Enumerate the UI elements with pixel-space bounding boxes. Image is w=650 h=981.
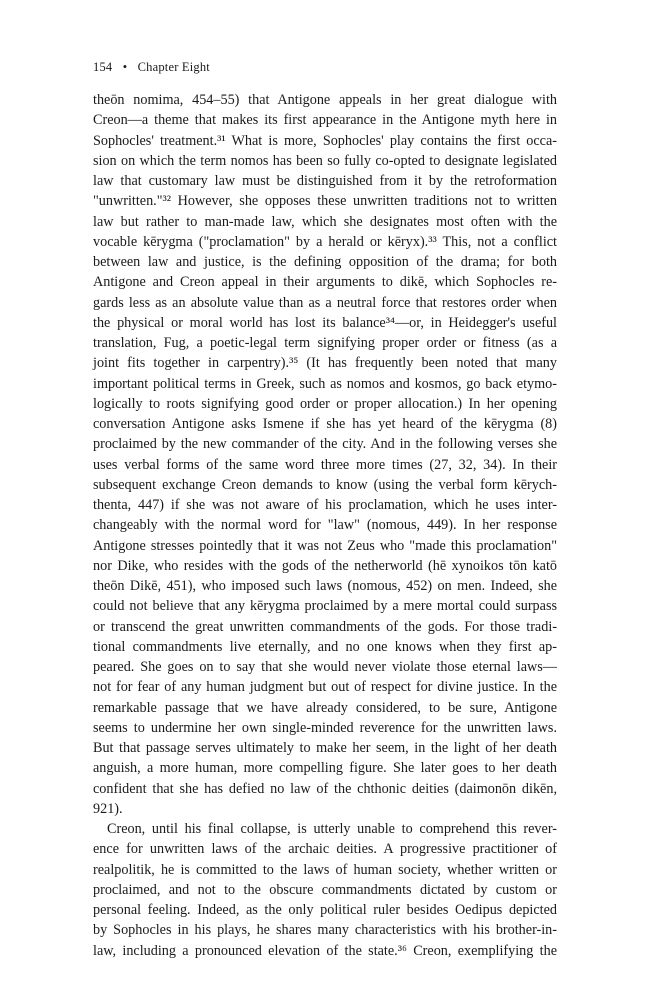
text-line: ence for unwritten laws of the archaic deities. A progressive practitioner of	[93, 841, 557, 858]
text-line: "unwritten."³² However, she opposes these unwritten traditions not to written	[93, 193, 557, 210]
text-line: law, including a pronounced elevation of the state.³⁶ Creon, exemplifying the	[93, 942, 557, 959]
text-line: by Sophocles in his plays, he shares many characteristics with his brother-in-	[93, 922, 557, 939]
text-line: theōn nomima, 454–55) that Antigone appeals in her great dialogue with	[93, 92, 557, 108]
page-number: 154	[93, 60, 113, 74]
text-line: anguish, a more human, more compelling figure. She later goes to her death	[93, 760, 557, 777]
body-text	[93, 90, 557, 961]
text-line: thenta, 447) if she was not aware of his proclamation, which he uses inter-	[93, 497, 557, 513]
text-line: Antigone stresses pointedly that it was not Zeus who "made this proclamation"	[93, 537, 557, 554]
text-line: gards less as an absolute value than as a neutral force that restores order when	[93, 294, 557, 311]
text-line: remarkable passage that we have already considered, to be sure, Antigone	[93, 699, 557, 716]
text-line: nor Dike, who resides with the gods of the netherworld (hē xynoikos tōn katō	[93, 557, 557, 574]
text-line: the physical or moral world has lost its balance³⁴—or, in Heidegger's useful	[93, 314, 557, 331]
text-line: uses verbal forms of the same word three more times (27, 32, 34). In their	[93, 456, 557, 473]
text-line: proclaimed, and not to the obscure commandments dictated by custom or	[93, 881, 557, 898]
text-line: not for fear of any human judgment but out of respect for divine justice. In the	[93, 679, 557, 696]
text-line: Creon, until his final collapse, is utterly unable to comprehend this rever-	[107, 821, 557, 837]
text-line: translation, Fug, a poetic-legal term signifying proper order or fitness (as a	[93, 335, 557, 351]
text-line: joint fits together in carpentry).³⁵ (It has frequently been noted that many	[93, 355, 557, 372]
text-line: law that customary law must be distinguished from it by the retroformation	[93, 173, 557, 189]
text-line: proclaimed by the new commander of the city. And in the following verses she	[93, 436, 557, 453]
text-line: important political terms in Greek, such as nomos and kosmos, go back etymo-	[93, 375, 557, 392]
text-line: tional commandments live eternally, and no one knows when they first ap-	[93, 638, 557, 655]
text-line: seems to undermine her own single-minded reverence for the unwritten laws.	[93, 719, 557, 736]
text-line: Sophocles' treatment.³¹ What is more, Sophocles' play contains the first occa-	[93, 132, 557, 149]
text-line: theōn Dikē, 451), who imposed such laws (nomous, 452) on men. Indeed, she	[93, 578, 557, 594]
text-line: Antigone and Creon appeal in their arguments to dikē, which Sophocles re-	[93, 274, 557, 291]
text-line: confident that she has defied no law of the chthonic deities (daimonōn dikēn,	[93, 780, 557, 797]
text-line: subsequent exchange Creon demands to know (using the verbal form kērych-	[93, 476, 557, 493]
text-line: logically to roots signifying good order or proper allocation.) In her opening	[93, 395, 557, 412]
text-line: But that passage serves ultimately to make her seem, in the light of her death	[93, 740, 557, 756]
text-line: realpolitik, he is committed to the laws of human society, whether written or	[93, 861, 557, 878]
text-line: 921).	[93, 800, 123, 817]
text-line: could not believe that any kērygma proclaimed by a mere mortal could surpass	[93, 598, 557, 615]
text-line: Creon—a theme that makes its first appearance in the Antigone myth here in	[93, 112, 557, 129]
header-separator: •	[122, 60, 128, 74]
chapter-title: Chapter Eight	[137, 60, 210, 74]
text-line: changeably with the normal word for "law" (nomous, 449). In her response	[93, 517, 557, 534]
running-header	[93, 60, 210, 75]
text-line: personal feeling. Indeed, as the only political ruler besides Oedipus depicted	[93, 902, 557, 918]
text-line: or transcend the great unwritten commandments of the gods. For those tradi-	[93, 618, 557, 635]
text-line: conversation Antigone asks Ismene if she has yet heard of the kērygma (8)	[93, 416, 557, 432]
text-line: law but rather to man-made law, which she designates most often with the	[93, 213, 557, 230]
text-line: between law and justice, is the defining opposition of the drama; for both	[93, 254, 557, 270]
text-line: sion on which the term nomos has been so fully co-opted to designate legislated	[93, 152, 557, 169]
text-line: peared. She goes on to say that she would never violate those eternal laws—	[93, 659, 557, 675]
text-line: vocable kērygma ("proclamation" by a herald or kēryx).³³ This, not a conflict	[93, 233, 557, 250]
